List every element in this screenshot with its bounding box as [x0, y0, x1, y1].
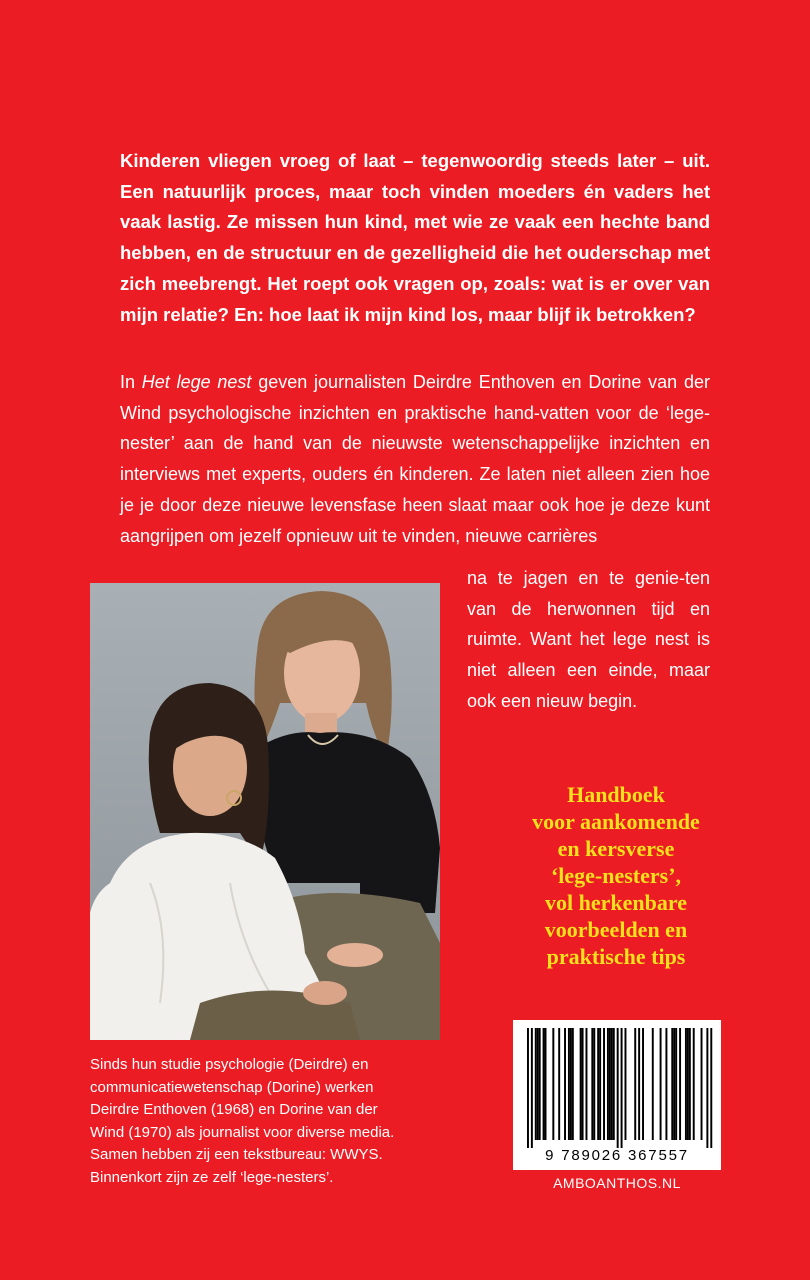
- barcode-bar: [617, 1028, 619, 1148]
- barcode-bar: [701, 1028, 703, 1140]
- barcode-bar: [570, 1028, 572, 1140]
- isbn-number: 9 789026 367557: [545, 1147, 689, 1164]
- intro-paragraph: Kinderen vliegen vroeg of laat – tegenwoordig steeds later – uit. Een natuurlijk proces, maar toch vinden moeders én vaders het vaak lastig. Ze missen hun kind, met wie ze vaak een hechte band hebben, en de structuur en de gezelligheid die het ouderschap met zich meebrengt. Het roept ook vragen op, zoals: wat is er over van mijn relatie? En: hoe laat ik mijn kind los, maar blijf ik betrokken?: [120, 150, 710, 325]
- barcode-bar: [568, 1028, 570, 1140]
- barcode-bar: [613, 1028, 615, 1140]
- tagline-line: voor aankomende: [532, 809, 700, 834]
- barcode-bar: [531, 1028, 533, 1148]
- barcode-bar: [634, 1028, 636, 1140]
- barcode-bar: [591, 1028, 593, 1140]
- barcode-bar: [625, 1028, 627, 1140]
- barcode-bar: [537, 1028, 539, 1140]
- barcode-bar: [580, 1028, 582, 1140]
- bio-line: Sinds hun studie psychologie (Deirdre) en: [90, 1056, 369, 1073]
- barcode-bar: [679, 1028, 681, 1140]
- description-continuation: na te jagen en te genie-ten van de herwonnen tijd en ruimte. Want het lege nest is niet alleen een einde, maar ook een nieuw begin.: [467, 568, 710, 711]
- barcode-bar: [673, 1028, 675, 1140]
- barcode-bar: [586, 1028, 588, 1140]
- barcode-bar: [545, 1028, 547, 1140]
- barcode-bar: [558, 1028, 560, 1140]
- author-bio: [90, 1054, 450, 1190]
- bio-line: Deirdre Enthoven (1968) en Dorine van der: [90, 1101, 378, 1119]
- tagline-line: Handboek: [567, 782, 665, 807]
- barcode-bar: [638, 1028, 640, 1140]
- barcode-bar: [665, 1028, 667, 1140]
- tagline-line: vol herkenbare: [545, 890, 687, 915]
- barcode-bar: [609, 1028, 611, 1140]
- tagline-line: ‘lege-nesters’,: [550, 863, 682, 888]
- barcode-bar: [564, 1028, 566, 1140]
- description-text: geven journalisten Deirdre Enthoven en Dorine van der Wind psychologische inzichten en praktische hand-vatten voor de ‘lege-nester’ aan de hand van de nieuwste wetenschappelijke inzichten en interviews met experts, ouders én kinderen. Ze laten niet alleen zien hoe je je door deze nieuwe levensfase heen slaat maar ook hoe je deze kunt aangrijpen om jezelf opnieuw uit te vinden, nieuwe carrières: [120, 372, 710, 546]
- barcode-bar: [706, 1028, 708, 1148]
- bio-line: Binnenkort zijn ze zelf ‘lege-nesters’.: [90, 1168, 334, 1186]
- authors-illustration: [90, 583, 440, 1040]
- tagline: [466, 781, 766, 970]
- barcode-bar: [539, 1028, 541, 1140]
- barcode-bar: [689, 1028, 691, 1140]
- tagline-line: voorbeelden en: [544, 917, 688, 942]
- barcode-bar: [607, 1028, 609, 1140]
- bio-line: Samen hebben zij een tekstbureau: WWYS.: [90, 1146, 383, 1164]
- book-title: Het lege nest: [141, 372, 252, 392]
- bio-line: communicatiewetenschap (Dorine) werken: [90, 1078, 374, 1096]
- barcode-bar: [597, 1028, 599, 1140]
- barcode-bar: [660, 1028, 662, 1140]
- barcode-bar: [675, 1028, 677, 1140]
- barcode-bar: [652, 1028, 654, 1140]
- barcode-bar: [599, 1028, 601, 1140]
- barcode-bar: [527, 1028, 529, 1148]
- barcode-bar: [543, 1028, 545, 1140]
- description-lead: In: [120, 372, 142, 392]
- barcode-bar: [552, 1028, 554, 1140]
- description-paragraph: [120, 367, 710, 551]
- tagline-line: en kersverse: [557, 836, 675, 861]
- authors-photo: [90, 583, 440, 1040]
- barcode-bar: [687, 1028, 689, 1140]
- barcode-bar: [671, 1028, 673, 1140]
- tagline-line: praktische tips: [546, 944, 686, 969]
- barcode-bar: [710, 1028, 712, 1148]
- barcode-bar: [642, 1028, 644, 1140]
- barcode-bar: [593, 1028, 595, 1140]
- barcode-bar: [621, 1028, 623, 1148]
- bio-line: Wind (1970) als journalist voor diverse media.: [90, 1123, 395, 1141]
- barcode: [513, 1020, 721, 1170]
- barcode-bar: [685, 1028, 687, 1140]
- barcode-bar: [603, 1028, 605, 1140]
- barcode-bar: [693, 1028, 695, 1140]
- barcode-bar: [572, 1028, 574, 1140]
- barcode-bar: [535, 1028, 537, 1140]
- barcode-bar: [582, 1028, 584, 1140]
- publisher-website: AMBOANTHOS.NL: [553, 1175, 681, 1191]
- barcode-bar: [611, 1028, 613, 1140]
